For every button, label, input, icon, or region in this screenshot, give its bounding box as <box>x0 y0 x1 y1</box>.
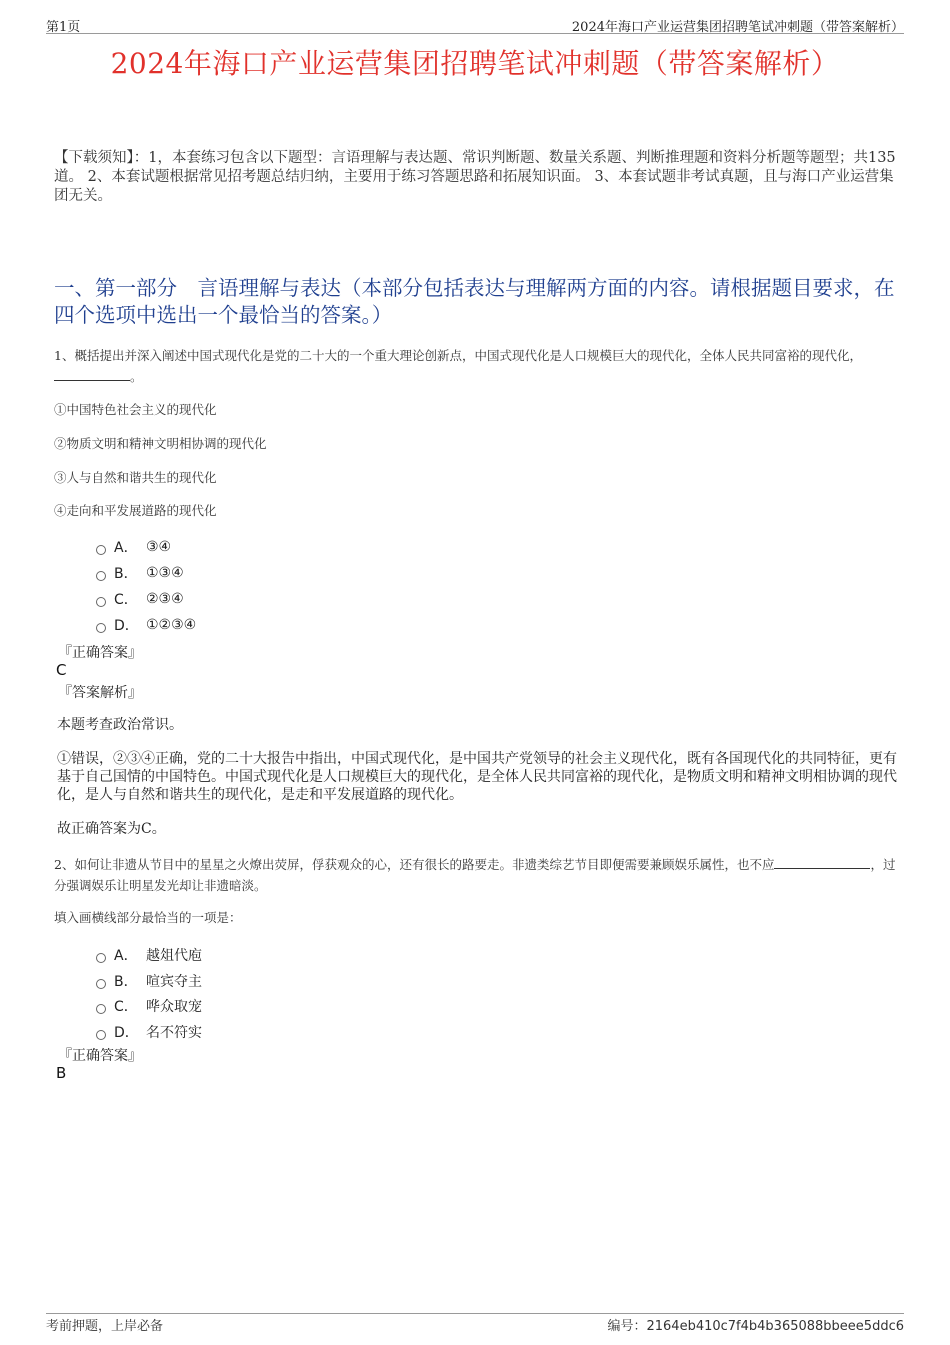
footer-slogan: 考前押题，上岸必备 <box>46 1319 164 1334</box>
header-divider <box>46 33 904 34</box>
option-letter: A． <box>114 948 138 964</box>
option-letter: C． <box>114 592 138 608</box>
document-code-value: 2164eb410c7f4b4b365088bbeee5ddc6 <box>646 1319 904 1334</box>
analysis-paragraph: 本题考查政治常识。 <box>57 717 183 733</box>
option-letter: B． <box>114 566 138 582</box>
radio-icon[interactable] <box>96 545 106 555</box>
option-text: ①③④ <box>146 565 184 581</box>
option-a[interactable] <box>96 945 202 965</box>
running-header-title: 2024年海口产业运营集团招聘笔试冲刺题（带答案解析） <box>571 20 904 35</box>
radio-icon[interactable] <box>96 953 106 963</box>
option-text: ②③④ <box>146 591 184 607</box>
statement-item: ①中国特色社会主义的现代化 <box>54 402 217 417</box>
statement-item: ③人与自然和谐共生的现代化 <box>54 470 217 485</box>
option-b[interactable] <box>96 971 202 991</box>
document-code <box>607 1315 904 1334</box>
document-code-label: 编号： <box>607 1319 647 1334</box>
question-2-stem <box>54 854 896 896</box>
page-number: 第1页 <box>46 20 81 35</box>
option-text: ③④ <box>146 539 172 555</box>
answer-blank <box>54 367 130 381</box>
question-1-stem <box>54 345 896 387</box>
question-2-stem-text: 2、如何让非遗从节目中的星星之火燎出荧屏，俘获观众的心，还有很长的路要走。非遗类综艺节目即便需要兼顾娱乐属性，也不应 <box>54 857 775 872</box>
analysis-label: 『答案解析』 <box>58 685 142 701</box>
analysis-paragraph: ①错误，②③④正确，党的二十大报告中指出，中国式现代化，是中国共产党领导的社会主义现代化，既有各国现代化的共同特征，更有基于自己国情的中国特色。中国式现代化是人口规模巨大的现代化，是全体人民共同富裕的现代化，是物质文明和精神文明相协调的现代化，是人与自然和谐共生的现代化，是走和平发展道路的现代化。 <box>57 751 897 803</box>
radio-icon[interactable] <box>96 597 106 607</box>
answer-blank <box>774 855 870 869</box>
option-letter: C． <box>114 999 138 1015</box>
option-text: 名不符实 <box>146 1025 202 1041</box>
correct-answer: B <box>56 1064 67 1082</box>
option-text: 哗众取宠 <box>146 999 202 1015</box>
option-c[interactable] <box>96 589 184 609</box>
footer-divider <box>46 1313 904 1314</box>
radio-icon[interactable] <box>96 1030 106 1040</box>
option-letter: A． <box>114 540 138 556</box>
question-2-stem-end: ，过分强调娱乐让明星发光却让非遗暗淡。 <box>54 857 896 893</box>
correct-answer-label: 『正确答案』 <box>58 1048 142 1064</box>
correct-answer-label: 『正确答案』 <box>58 645 142 661</box>
question-prompt: 填入画横线部分最恰当的一项是： <box>54 910 242 925</box>
option-b[interactable] <box>96 563 184 583</box>
option-text: ①②③④ <box>146 617 197 633</box>
correct-answer: C <box>56 661 67 679</box>
option-d[interactable] <box>96 1022 202 1042</box>
page-title: 2024年海口产业运营集团招聘笔试冲刺题（带答案解析） <box>110 47 840 80</box>
section-heading: 一、第一部分 言语理解与表达（本部分包括表达与理解两方面的内容。请根据题目要求，在四个选项中选出一个最恰当的答案。） <box>54 276 895 327</box>
question-1-stem-text: 1、概括提出并深入阐述中国式现代化是党的二十大的一个重大理论创新点，中国式现代化是人口规模巨大的现代化，全体人民共同富裕的现代化， <box>54 348 862 363</box>
radio-icon[interactable] <box>96 623 106 633</box>
option-letter: D． <box>114 618 139 634</box>
option-c[interactable] <box>96 996 202 1016</box>
statement-item: ②物质文明和精神文明相协调的现代化 <box>54 436 267 451</box>
radio-icon[interactable] <box>96 979 106 989</box>
option-text: 喧宾夺主 <box>146 974 202 990</box>
download-notice: 【下载须知】：1，本套练习包含以下题型：言语理解与表达题、常识判断题、数量关系题、判断推理题和资料分析题等题型；共135道。 2、本套试题根据常见招考题总结归纳，主要用于练习答题思路和拓展知识面。 3、本套试题非考试真题，且与海口产业运营集团无关。 <box>54 150 896 204</box>
statement-item: ④走向和平发展道路的现代化 <box>54 503 217 518</box>
option-a[interactable] <box>96 537 171 557</box>
option-text: 越俎代庖 <box>146 948 202 964</box>
radio-icon[interactable] <box>96 571 106 581</box>
option-letter: B． <box>114 974 138 990</box>
option-d[interactable] <box>96 615 196 635</box>
analysis-paragraph: 故正确答案为C。 <box>57 821 166 837</box>
radio-icon[interactable] <box>96 1004 106 1014</box>
question-1-stem-end: 。 <box>130 369 143 384</box>
option-letter: D． <box>114 1025 139 1041</box>
